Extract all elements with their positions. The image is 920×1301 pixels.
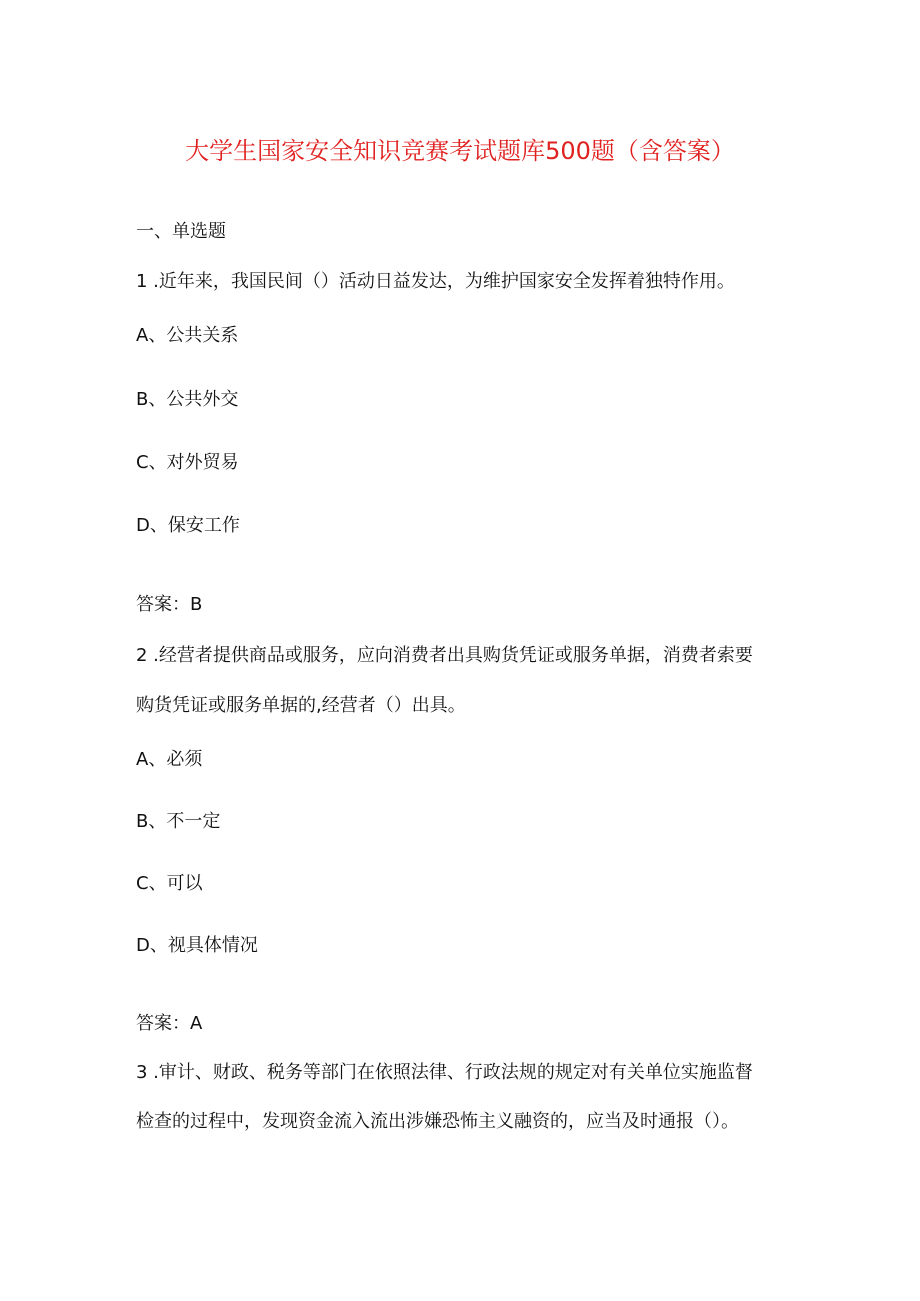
document-title: 大学生国家安全知识竞赛考试题库500题（含答案） — [185, 137, 735, 165]
question-1-answer: 答案：B — [136, 594, 203, 615]
question-2-option-b: B、不一定 — [136, 811, 221, 832]
question-1-option-c: C、对外贸易 — [136, 452, 239, 473]
question-3-text-line-1: 3 .审计、财政、税务等部门在依照法律、行政法规的规定对有关单位实施监督 — [136, 1062, 753, 1083]
section-heading: 一、单选题 — [136, 221, 226, 242]
question-2-answer: 答案：A — [136, 1013, 203, 1034]
question-2-option-d: D、视具体情况 — [136, 935, 258, 956]
question-3-text-line-2: 检查的过程中，发现资金流入流出涉嫌恐怖主义融资的，应当及时通报（）。 — [136, 1111, 739, 1132]
question-1-option-a: A、公共关系 — [136, 325, 239, 346]
question-2-text-line-1: 2 .经营者提供商品或服务，应向消费者出具购货凭证或服务单据，消费者索要 — [136, 645, 753, 666]
question-2-text-line-2: 购货凭证或服务单据的,经营者（）出具。 — [136, 695, 466, 716]
question-2-option-c: C、可以 — [136, 873, 203, 894]
question-1-option-b: B、公共外交 — [136, 389, 239, 410]
question-1-text: 1 .近年来，我国民间（）活动日益发达，为维护国家安全发挥着独特作用。 — [136, 271, 735, 292]
question-1-option-d: D、保安工作 — [136, 515, 240, 536]
question-2-option-a: A、必须 — [136, 749, 203, 770]
